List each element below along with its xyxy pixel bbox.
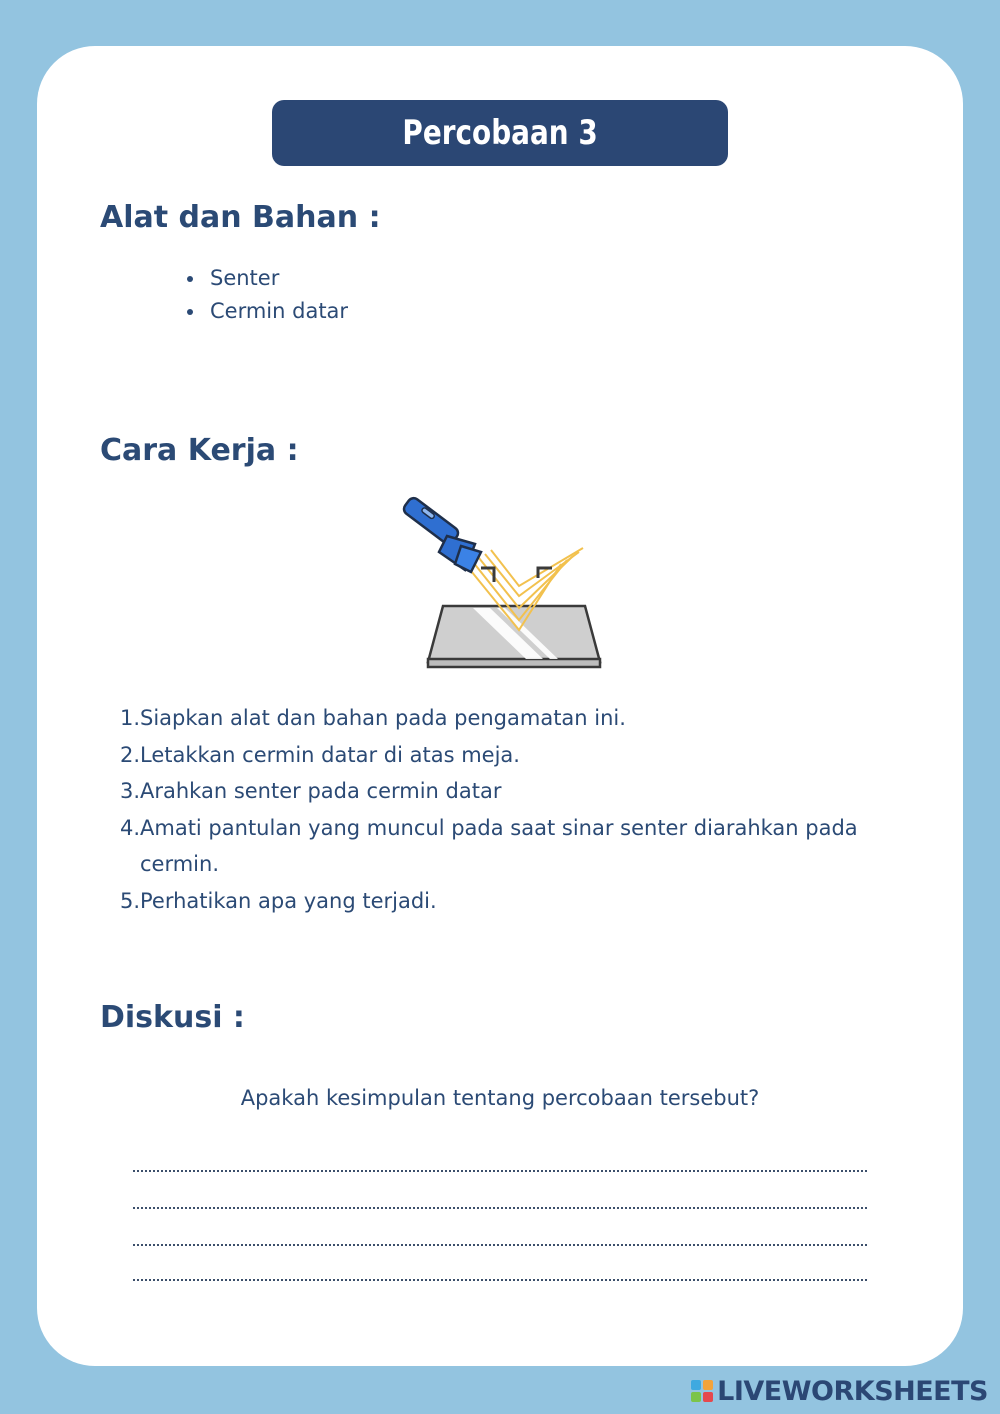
page-title: Percobaan 3 — [402, 113, 598, 153]
list-item: 4. Amati pantulan yang muncul pada saat sinar senter diarahkan pada cermin. — [119, 815, 858, 876]
list-item: 5. Perhatikan apa yang terjadi. — [119, 888, 437, 913]
list-item: 1. Siapkan alat dan bahan pada pengamatan ini. — [119, 706, 626, 730]
answer-line[interactable] — [133, 1244, 867, 1246]
tools-heading: Alat dan Bahan : — [100, 200, 381, 235]
liveworksheets-logo-icon — [691, 1380, 713, 1402]
tools-list — [185, 262, 348, 328]
discussion-heading: Diskusi : — [100, 1000, 245, 1035]
procedure-heading: Cara Kerja : — [100, 433, 299, 468]
list-item: Senter — [185, 262, 348, 295]
procedure-steps — [112, 700, 902, 919]
title-banner — [272, 100, 728, 166]
answer-line[interactable] — [133, 1207, 867, 1209]
discussion-question: Apakah kesimpulan tentang percobaan tersebut? — [240, 1086, 760, 1110]
answer-line[interactable] — [133, 1170, 867, 1172]
list-item: 2. Letakkan cermin datar di atas meja. — [119, 742, 520, 767]
list-item: Cermin datar — [185, 295, 348, 328]
answer-line[interactable] — [133, 1279, 867, 1281]
brand-name: LIVEWORKSHEETS — [717, 1375, 988, 1407]
list-item: 3. Arahkan senter pada cermin datar — [119, 779, 502, 803]
flashlight-mirror-reflection-icon — [395, 496, 605, 672]
liveworksheets-watermark[interactable] — [691, 1376, 988, 1406]
flashlight-icon — [402, 496, 481, 572]
